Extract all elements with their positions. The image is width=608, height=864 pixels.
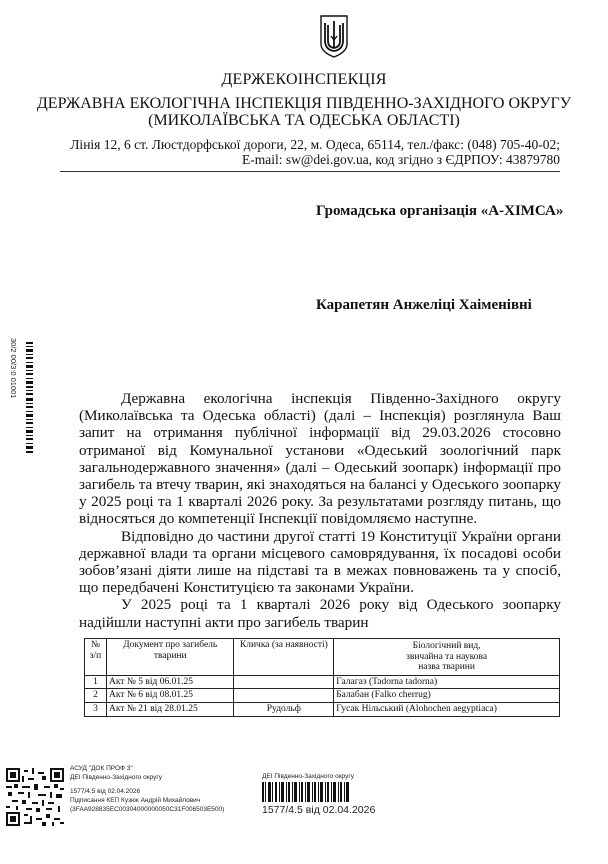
registration-barcode xyxy=(262,782,350,802)
letter-body xyxy=(79,390,561,631)
row-species: Гусак Нільський (Alohochen aegyptiaca) xyxy=(334,702,560,716)
header-document: Документ про загибель тварини xyxy=(106,639,234,676)
row-document: Акт № 6 від 08.01.25 xyxy=(106,689,234,703)
qr-code xyxy=(6,768,64,826)
coat-of-arms-icon xyxy=(319,14,349,58)
paragraph-acts-intro: У 2025 році та 1 кварталі 2026 року від Одеського зоопарку надійшли наступні акти про загибель тварин xyxy=(79,596,561,631)
recipient-organization: Громадська організація «А-ХІМСА» xyxy=(316,203,564,219)
row-num: 1 xyxy=(85,675,107,689)
stamp-reg-number: 1577/4.5 від 02.04.2026 xyxy=(70,788,141,795)
stamp-system: АСУД "ДОК ПРОФ 3" xyxy=(70,765,133,772)
agency-full-name-line2: (МИКОЛАЇВСЬКА ТА ОДЕСЬКА ОБЛАСТІ) xyxy=(148,112,460,129)
agency-full-name-line1: ДЕРЖАВНА ЕКОЛОГІЧНА ІНСПЕКЦІЯ ПІВДЕННО-ЗАХІДНОГО ОКРУГУ xyxy=(36,95,572,112)
row-num: 3 xyxy=(85,702,107,716)
row-num: 2 xyxy=(85,689,107,703)
table-row xyxy=(85,702,560,716)
row-species: Балабан (Falko cherrug) xyxy=(334,689,560,703)
row-nickname xyxy=(234,689,334,703)
table-header-row xyxy=(85,639,560,676)
agency-full-name xyxy=(0,95,608,129)
registration-org: ДЕІ Південно-Західного округу xyxy=(262,773,354,780)
address-line: Лінія 12, 6 ст. Люстдорфської дороги, 22, м. Одеса, 65114, тел./факс: (048) 705-40-02; xyxy=(70,137,560,152)
table-row xyxy=(85,689,560,703)
header-species: Біологічний вид, звичайна та наукова назва тварини xyxy=(334,639,560,676)
paragraph-request: Державна екологічна інспекція Південно-Західного округу (Миколаївська та Одеська області) (далі – Інспекція) розглянула Ваш запит на отримання публічної інформації від 29.03.2026 стосовно отриманої від Комунальної установи «Одеський зоологічний парк загальнодержавного значення» (далі – Одеський зоопарк) інформації про загибель та втечу тварин, які знаходяться на балансі у Одеського зоопарку у 2025 році та 1 кварталі 2026 року. За результатами розгляду питань, що відносяться до компетенції Інспекції повідомляємо наступне. xyxy=(79,390,561,528)
side-barcode-number: 30/2 00/3:0 01001 xyxy=(9,338,18,399)
side-barcode xyxy=(24,338,44,458)
row-document: Акт № 21 від 28.01.25 xyxy=(106,702,234,716)
row-nickname xyxy=(234,675,334,689)
agency-address xyxy=(60,137,560,167)
death-acts-table xyxy=(84,638,560,717)
row-species: Галагаз (Tadorna tadorna) xyxy=(334,675,560,689)
registration-number: 1577/4.5 від 02.04.2026 xyxy=(262,804,376,816)
stamp-signer: Підписання КЕП Кузюк Андрій Михайлович xyxy=(70,797,201,804)
recipient-person: Карапетян Анжеліці Хаіменівні xyxy=(316,297,532,313)
stamp-certificate: (3FAA928835EC00304000000050C31F006503E500) xyxy=(70,806,225,813)
header-nickname: Кличка (за наявності) xyxy=(234,639,334,676)
row-document: Акт № 5 від 06.01.25 xyxy=(106,675,234,689)
signature-stamp xyxy=(70,764,240,814)
table-row xyxy=(85,675,560,689)
agency-short-name: ДЕРЖЕКОІНСПЕКЦІЯ xyxy=(221,71,387,88)
row-nickname: Рудольф xyxy=(234,702,334,716)
contact-line: E-mail: sw@dei.gov.ua, код згідно з ЄДРПОУ: 43879780 xyxy=(242,152,560,167)
header-num: № з/п xyxy=(85,639,107,676)
header-divider xyxy=(60,171,560,172)
stamp-org: ДЕІ Південно-Західного округу xyxy=(70,774,162,781)
paragraph-constitution: Відповідно до частини другої статті 19 Конституції України органи державної влади та органи місцевого самоврядування, їх посадові особи зобов’язані діяти лише на підставі та в межах повноважень та у спосіб, що передбачені Конституцією та законами України. xyxy=(79,527,561,597)
